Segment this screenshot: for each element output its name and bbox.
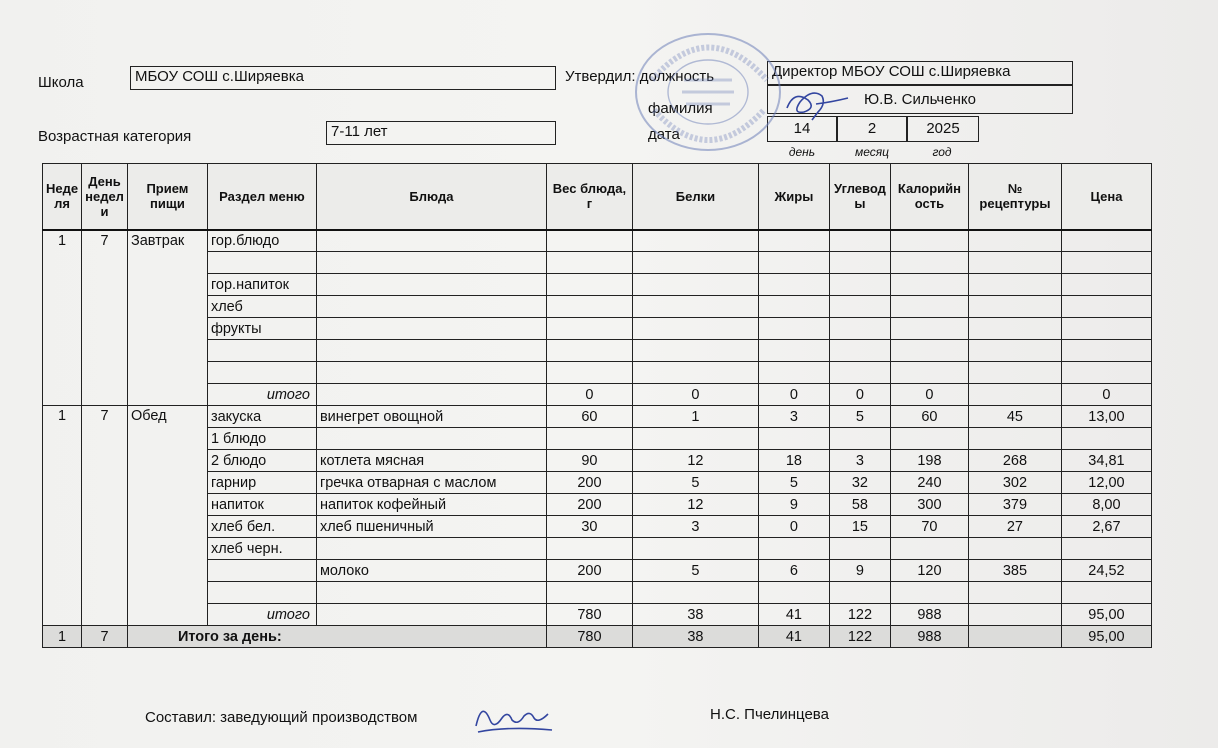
recipe-cell: 379 [968,494,1061,516]
col-header-fat: Жиры [758,164,829,230]
lunch-total-row [43,604,1152,626]
price-cell [1061,538,1151,560]
table-row [43,516,1152,538]
fat-cell: 5 [758,472,829,494]
breakfast-total-carbs: 0 [829,384,890,406]
carbs-cell [829,428,890,450]
lunch-total-price: 95,00 [1061,604,1151,626]
fat-cell: 9 [758,494,829,516]
section-cell [207,340,316,362]
carbs-cell: 3 [829,450,890,472]
school-field: МБОУ СОШ с.Ширяевка [130,66,556,90]
col-header-day: День недел и [82,164,128,230]
compiler-name: Н.С. Пчелинцева [710,706,829,723]
day-total-kcal: 988 [890,626,968,648]
section-cell: хлеб черн. [207,538,316,560]
section-cell: фрукты [207,318,316,340]
kcal-cell: 120 [890,560,968,582]
date-month-field: 2 [837,116,907,142]
protein-cell: 3 [632,516,758,538]
breakfast-meal: Завтрак [127,230,207,406]
carbs-cell: 58 [829,494,890,516]
fat-cell: 3 [758,406,829,428]
dish-cell: молоко [316,560,546,582]
age-category-field: 7-11 лет [326,121,556,145]
col-header-recipe: № рецептуры [968,164,1061,230]
weight-cell: 60 [546,406,632,428]
date-year-field: 2025 [907,116,979,142]
weight-cell [546,428,632,450]
kcal-cell [890,582,968,604]
kcal-cell: 60 [890,406,968,428]
day-total-week: 1 [43,626,82,648]
protein-cell [632,582,758,604]
surname-field: Ю.В. Сильченко [767,85,1073,114]
section-cell: гор.напиток [207,274,316,296]
fat-cell [758,538,829,560]
breakfast-day: 7 [82,230,128,406]
dish-cell [316,538,546,560]
lunch-meal: Обед [127,406,207,626]
fat-cell: 0 [758,516,829,538]
surname-label: фамилия [648,100,713,117]
col-header-dish: Блюда [316,164,546,230]
lunch-day: 7 [82,406,128,626]
day-total-fat: 41 [758,626,829,648]
breakfast-total-row [43,384,1152,406]
section-cell [207,582,316,604]
table-row [43,252,1152,274]
table-row [43,406,1152,428]
col-header-weight: Вес блюда, г [546,164,632,230]
lunch-total-carbs: 122 [829,604,890,626]
director-signature [782,86,852,122]
protein-cell: 12 [632,494,758,516]
age-category-label: Возрастная категория [38,128,192,145]
day-total-day: 7 [82,626,128,648]
col-header-protein: Белки [632,164,758,230]
weight-cell: 200 [546,472,632,494]
section-cell [207,362,316,384]
section-cell: гарнир [207,472,316,494]
menu-table [42,163,1152,648]
price-cell: 24,52 [1061,560,1151,582]
weight-cell: 200 [546,560,632,582]
lunch-total-protein: 38 [632,604,758,626]
kcal-cell [890,538,968,560]
weight-cell [546,582,632,604]
col-header-week: Неде ля [43,164,82,230]
price-cell: 8,00 [1061,494,1151,516]
protein-cell [632,428,758,450]
table-row [43,318,1152,340]
breakfast-total-weight: 0 [546,384,632,406]
table-row [43,560,1152,582]
col-header-kcal: Калорийн ость [890,164,968,230]
year-caption: год [932,145,952,159]
fat-cell [758,582,829,604]
table-row [43,582,1152,604]
weight-cell [546,538,632,560]
fat-cell: 18 [758,450,829,472]
table-row [43,340,1152,362]
breakfast-total-fat: 0 [758,384,829,406]
protein-cell: 12 [632,450,758,472]
section-cell: хлеб [207,296,316,318]
recipe-cell: 27 [968,516,1061,538]
recipe-cell: 268 [968,450,1061,472]
lunch-total-fat: 41 [758,604,829,626]
section-cell [207,560,316,582]
section-cell: 1 блюдо [207,428,316,450]
price-cell: 34,81 [1061,450,1151,472]
breakfast-week: 1 [43,230,82,406]
day-total-row [43,626,1152,648]
protein-cell [632,538,758,560]
fat-cell [758,428,829,450]
breakfast-total-kcal: 0 [890,384,968,406]
fat-cell: 6 [758,560,829,582]
table-row [43,428,1152,450]
kcal-cell [890,428,968,450]
protein-cell: 5 [632,472,758,494]
approved-position-label: Утвердил: должность [565,68,715,85]
carbs-cell: 32 [829,472,890,494]
section-cell [207,252,316,274]
compiler-signature [468,696,558,736]
compiled-by-label: Составил: заведующий производством [145,709,418,726]
date-label: дата [648,126,680,143]
table-row [43,472,1152,494]
date-day-field: 14 [767,116,837,142]
table-row [43,538,1152,560]
recipe-cell [968,538,1061,560]
dish-cell: винегрет овощной [316,406,546,428]
day-total-label: Итого за день: [127,626,546,648]
dish-cell: котлета мясная [316,450,546,472]
kcal-cell: 300 [890,494,968,516]
recipe-cell [968,428,1061,450]
carbs-cell: 9 [829,560,890,582]
recipe-cell: 385 [968,560,1061,582]
section-cell: гор.блюдо [207,230,316,252]
price-cell: 13,00 [1061,406,1151,428]
breakfast-total-price: 0 [1061,384,1151,406]
weight-cell: 200 [546,494,632,516]
table-row [43,450,1152,472]
recipe-cell: 302 [968,472,1061,494]
table-row [43,494,1152,516]
section-cell: 2 блюдо [207,450,316,472]
carbs-cell [829,582,890,604]
official-seal-stamp [622,20,790,158]
recipe-cell [968,582,1061,604]
dish-cell [316,428,546,450]
price-cell [1061,428,1151,450]
weight-cell: 90 [546,450,632,472]
carbs-cell: 5 [829,406,890,428]
day-caption: день [788,145,816,159]
lunch-week: 1 [43,406,82,626]
dish-cell: гречка отварная с маслом [316,472,546,494]
breakfast-total-protein: 0 [632,384,758,406]
dish-cell: напиток кофейный [316,494,546,516]
lunch-total-weight: 780 [546,604,632,626]
carbs-cell [829,538,890,560]
section-cell: хлеб бел. [207,516,316,538]
kcal-cell: 70 [890,516,968,538]
lunch-total-kcal: 988 [890,604,968,626]
dish-cell: хлеб пшеничный [316,516,546,538]
recipe-cell: 45 [968,406,1061,428]
weight-cell: 30 [546,516,632,538]
table-row [43,362,1152,384]
kcal-cell: 240 [890,472,968,494]
lunch-total-label: итого [207,604,316,626]
table-row [43,274,1152,296]
price-cell: 12,00 [1061,472,1151,494]
table-header-row [43,164,1152,230]
section-cell: закуска [207,406,316,428]
col-header-price: Цена [1061,164,1151,230]
col-header-section: Раздел меню [207,164,316,230]
school-label: Школа [38,74,84,91]
section-cell: напиток [207,494,316,516]
dish-cell [316,582,546,604]
kcal-cell: 198 [890,450,968,472]
col-header-meal: Прием пищи [127,164,207,230]
protein-cell: 1 [632,406,758,428]
price-cell [1061,582,1151,604]
day-total-protein: 38 [632,626,758,648]
day-total-carbs: 122 [829,626,890,648]
position-field: Директор МБОУ СОШ с.Ширяевка [767,61,1073,85]
table-row [43,230,1152,252]
col-header-carbs: Углевод ы [829,164,890,230]
day-total-weight: 780 [546,626,632,648]
protein-cell: 5 [632,560,758,582]
breakfast-total-label: итого [207,384,316,406]
carbs-cell: 15 [829,516,890,538]
table-row [43,296,1152,318]
day-total-price: 95,00 [1061,626,1151,648]
month-caption: месяц [854,145,890,159]
price-cell: 2,67 [1061,516,1151,538]
